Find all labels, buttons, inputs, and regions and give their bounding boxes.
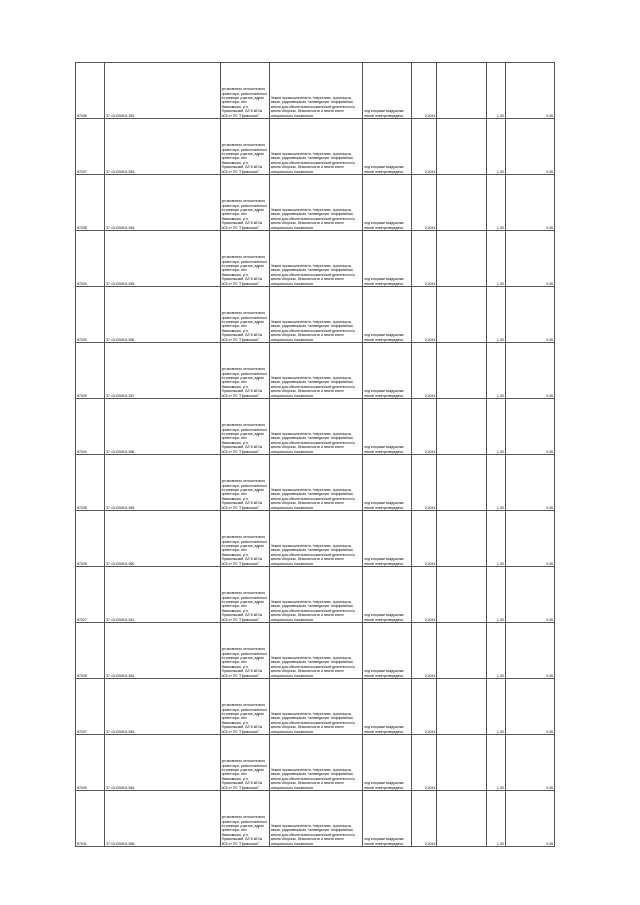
permitted-use-cell [363,623,412,679]
land-category-text: Земли промышленности, энергетики, транспорта, связи, радиовещания, телевидения, информатики, земли для обеспечения космической деятельности, земли обороны, безопасности и земли иного специального назначения [270,263,356,286]
land-category-text: Земли промышленности, энергетики, транспорта, связи, радиовещания, телевидения, информатики, земли для обеспечения космической деятельности, земли обороны, безопасности и земли иного специального назначения [270,655,356,678]
rate-cell [505,623,554,679]
area-value: 0,0014 [424,225,436,230]
empty-cell [437,455,486,511]
row-id: 87035 [77,505,87,510]
cadastral-number-cell [105,63,220,119]
land-category-text: Земли промышленности, энергетики, транспорта, связи, радиовещания, телевидения, информатики, земли для обеспечения космической деятельности, земли обороны, безопасности и земли иного специального назначения [270,95,356,118]
location-cell [220,119,269,175]
area-value: 0,0014 [424,785,436,790]
land-category-text: Земли промышленности, энергетики, транспорта, связи, радиовещания, телевидения, информатики, земли для обеспечения космической деятельности, земли обороны, безопасности и земли иного специального назначения [270,375,356,398]
area-cell [412,791,437,847]
location-cell [220,455,269,511]
permitted-use-cell [363,455,412,511]
empty-cell [437,287,486,343]
coefficient-value: 1,33 [496,281,504,286]
empty-cell [437,119,486,175]
row-id: 87038 [77,225,87,230]
cadastral-number: 37:13:030401:361 [106,617,135,622]
area-cell [412,287,437,343]
area-value: 0,0014 [424,337,436,342]
permitted-use-cell [363,231,412,287]
permitted-use-cell [363,567,412,623]
cadastral-number-cell [105,567,220,623]
table-row [76,231,555,287]
location-cell [220,735,269,791]
permitted-use-text: под опорами воздушных линий электропередачи [364,781,405,790]
location-text: установлено относительно ориентира, расположенного в границах участка, адрес ориентира: обл. Ивановская, р-н Приволжский, ВЛ 6 кВ № 603 от ПС "Приволжск" [221,591,268,622]
cadastral-number: 37:13:030401:360 [106,561,135,566]
empty-cell [437,567,486,623]
coefficient-cell [486,623,505,679]
coefficient-cell [486,679,505,735]
empty-cell [437,511,486,567]
land-category-cell [269,119,362,175]
cadastral-number-cell [105,119,220,175]
location-text: установлено относительно ориентира, расположенного в границах участка, адрес ориентира: обл. Ивановская, р-н Приволжский, ВЛ 6 кВ № 603 от ПС "Приволжск" [221,255,268,286]
table-row [76,791,555,847]
area-value: 0,0014 [424,841,436,846]
row-id-cell [76,511,105,567]
coefficient-cell [486,343,505,399]
table-row [76,735,555,791]
cadastral-number-cell [105,399,220,455]
land-category-cell [269,623,362,679]
coefficient-value: 1,33 [496,505,504,510]
cadastral-number: 37:13:030401:356 [106,337,135,342]
table-row [76,287,555,343]
cadastral-number-cell [105,623,220,679]
rate-value: 0,05 [546,225,553,230]
permitted-use-text: под опорами воздушных линий электропередачи [364,501,405,510]
area-cell [412,231,437,287]
location-text: установлено относительно ориентира, расположенного в границах участка, адрес ориентира: обл. Ивановская, р-н Приволжский, ВЛ 6 кВ № 603 от ПС "Приволжск" [221,367,268,398]
row-id-cell [76,287,105,343]
rate-cell [505,175,554,231]
coefficient-cell [486,119,505,175]
rate-value: 0,05 [546,337,553,342]
row-id-cell [76,343,105,399]
cadastral-number: 37:13:030401:365 [106,841,135,846]
cadastral-number-cell [105,343,220,399]
area-value: 0,0014 [424,393,436,398]
rate-cell [505,287,554,343]
permitted-use-text: под опорами воздушных линий электропередачи [364,613,405,622]
row-id: 87037 [77,169,87,174]
land-category-text: Земли промышленности, энергетики, транспорта, связи, радиовещания, телевидения, информатики, земли для обеспечения космической деятельности, земли обороны, безопасности и земли иного специального назначения [270,543,356,566]
cadastral-number: 37:13:030401:352 [106,113,135,118]
rate-cell [505,231,554,287]
table-body [76,63,555,847]
permitted-use-text: под опорами воздушных линий электропередачи [364,277,405,286]
permitted-use-text: под опорами воздушных линий электропередачи [364,837,405,846]
row-id: 87040 [77,785,87,790]
location-cell [220,567,269,623]
location-text: установлено относительно ориентира, расположенного в границах участка, адрес ориентира: обл. Ивановская, р-н Приволжский, ВЛ 6 кВ № 603 от ПС "Приволжск" [221,479,268,510]
land-category-cell [269,679,362,735]
area-cell [412,175,437,231]
coefficient-value: 1,33 [496,673,504,678]
coefficient-cell [486,287,505,343]
area-cell [412,119,437,175]
cadastral-number-cell [105,287,220,343]
row-id-cell [76,567,105,623]
row-id: 87032 [77,337,87,342]
land-category-text: Земли промышленности, энергетики, транспорта, связи, радиовещания, телевидения, информатики, земли для обеспечения космической деятельности, земли обороны, безопасности и земли иного специального назначения [270,207,356,230]
cadastral-number-cell [105,175,220,231]
rate-cell [505,399,554,455]
row-id: 87029 [77,393,87,398]
coefficient-cell [486,511,505,567]
empty-cell [437,343,486,399]
rate-value: 0,05 [546,393,553,398]
land-category-cell [269,287,362,343]
land-category-cell [269,231,362,287]
area-value: 0,0014 [424,169,436,174]
land-category-text: Земли промышленности, энергетики, транспорта, связи, радиовещания, телевидения, информатики, земли для обеспечения космической деятельности, земли обороны, безопасности и земли иного специального назначения [270,823,356,846]
permitted-use-text: под опорами воздушных линий электропередачи [364,333,405,342]
row-id-cell [76,455,105,511]
location-cell [220,287,269,343]
rate-cell [505,679,554,735]
cadastral-number-cell [105,511,220,567]
land-category-cell [269,343,362,399]
empty-cell [437,231,486,287]
table-row [76,511,555,567]
row-id: 87028 [77,673,87,678]
permitted-use-cell [363,343,412,399]
permitted-use-cell [363,119,412,175]
location-cell [220,511,269,567]
cadastral-number: 37:13:030401:359 [106,505,135,510]
table-row [76,679,555,735]
cadastral-number-cell [105,735,220,791]
permitted-use-text: под опорами воздушных линий электропередачи [364,221,405,230]
row-id-cell [76,399,105,455]
empty-cell [437,735,486,791]
row-id: 87036 [77,113,87,118]
area-cell [412,399,437,455]
permitted-use-text: под опорами воздушных линий электропередачи [364,445,405,454]
empty-cell [437,399,486,455]
row-id-cell [76,231,105,287]
coefficient-value: 1,33 [496,617,504,622]
area-value: 0,0014 [424,505,436,510]
rate-value: 0,05 [546,113,553,118]
permitted-use-cell [363,735,412,791]
cadastral-number-cell [105,231,220,287]
cadastral-number: 37:13:030401:355 [106,281,135,286]
location-text: установлено относительно ориентира, расположенного в границах участка, адрес ориентира: обл. Ивановская, р-н Приволжский, ВЛ 6 кВ № 603 от ПС "Приволжск" [221,535,268,566]
coefficient-cell [486,399,505,455]
cadastral-number: 37:13:030401:353 [106,169,135,174]
empty-cell [437,623,486,679]
permitted-use-cell [363,175,412,231]
cadastral-number: 37:13:030401:362 [106,673,135,678]
rate-value: 0,05 [546,841,553,846]
coefficient-cell [486,63,505,119]
area-value: 0,0014 [424,617,436,622]
area-value: 0,0014 [424,113,436,118]
area-value: 0,0014 [424,561,436,566]
location-text: установлено относительно ориентира, расположенного в границах участка, адрес ориентира: обл. Ивановская, р-н Приволжский, ВЛ 6 кВ № 603 от ПС "Приволжск" [221,703,268,734]
permitted-use-text: под опорами воздушных линий электропередачи [364,109,405,118]
rate-cell [505,791,554,847]
row-id-cell [76,63,105,119]
row-id: 87037 [77,729,87,734]
coefficient-value: 1,33 [496,225,504,230]
location-cell [220,231,269,287]
rate-cell [505,735,554,791]
rate-value: 0,05 [546,169,553,174]
table-row [76,623,555,679]
row-id-cell [76,623,105,679]
land-category-cell [269,455,362,511]
land-category-cell [269,399,362,455]
row-id-cell [76,175,105,231]
land-category-cell [269,175,362,231]
cadastral-number-cell [105,455,220,511]
rate-value: 0,05 [546,561,553,566]
coefficient-cell [486,231,505,287]
location-text: установлено относительно ориентира, расположенного в границах участка, адрес ориентира: обл. Ивановская, р-н Приволжский, ВЛ 6 кВ № 603 от ПС "Приволжск" [221,647,268,678]
table-row [76,567,555,623]
permitted-use-cell [363,287,412,343]
rate-cell [505,567,554,623]
rate-value: 0,05 [546,673,553,678]
land-category-cell [269,735,362,791]
rate-value: 0,05 [546,505,553,510]
cadastral-number: 37:13:030401:364 [106,785,135,790]
permitted-use-cell [363,63,412,119]
cadastral-number: 37:13:030401:358 [106,449,135,454]
coefficient-value: 1,33 [496,337,504,342]
area-value: 0,0014 [424,673,436,678]
coefficient-cell [486,175,505,231]
land-category-cell [269,567,362,623]
permitted-use-cell [363,791,412,847]
location-text: установлено относительно ориентира, расположенного в границах участка, адрес ориентира: обл. Ивановская, р-н Приволжский, ВЛ 6 кВ № 603 от ПС "Приволжск" [221,311,268,342]
empty-cell [437,679,486,735]
area-cell [412,455,437,511]
document-sheet [75,62,555,847]
area-cell [412,623,437,679]
land-category-text: Земли промышленности, энергетики, транспорта, связи, радиовещания, телевидения, информатики, земли для обеспечения космической деятельности, земли обороны, безопасности и земли иного специального назначения [270,431,356,454]
land-plots-table [75,62,555,847]
table-row [76,343,555,399]
location-cell [220,343,269,399]
coefficient-value: 1,33 [496,393,504,398]
permitted-use-text: под опорами воздушных линий электропередачи [364,669,405,678]
coefficient-value: 1,33 [496,169,504,174]
cadastral-number: 37:13:030401:363 [106,729,135,734]
rate-value: 0,05 [546,785,553,790]
land-category-text: Земли промышленности, энергетики, транспорта, связи, радиовещания, телевидения, информатики, земли для обеспечения космической деятельности, земли обороны, безопасности и земли иного специального назначения [270,711,356,734]
rate-value: 0,05 [546,449,553,454]
rate-cell [505,455,554,511]
location-text: установлено относительно ориентира, расположенного в границах участка, адрес ориентира: обл. Ивановская, р-н Приволжский, ВЛ 6 кВ № 603 от ПС "Приволжск" [221,143,268,174]
row-id-cell [76,679,105,735]
cadastral-number-cell [105,679,220,735]
cadastral-number-cell [105,791,220,847]
row-id-cell [76,735,105,791]
row-id-cell [76,791,105,847]
land-category-text: Земли промышленности, энергетики, транспорта, связи, радиовещания, телевидения, информатики, земли для обеспечения космической деятельности, земли обороны, безопасности и земли иного специального назначения [270,319,356,342]
land-category-text: Земли промышленности, энергетики, транспорта, связи, радиовещания, телевидения, информатики, земли для обеспечения космической деятельности, земли обороны, безопасности и земли иного специального назначения [270,487,356,510]
row-id-cell [76,119,105,175]
area-cell [412,567,437,623]
empty-cell [437,63,486,119]
area-cell [412,735,437,791]
location-text: установлено относительно ориентира, расположенного в границах участка, адрес ориентира: обл. Ивановская, р-н Приволжский, ВЛ 6 кВ № 603 от ПС "Приволжск" [221,759,268,790]
area-value: 0,0014 [424,281,436,286]
coefficient-cell [486,735,505,791]
location-cell [220,679,269,735]
location-text: установлено относительно ориентира, расположенного в границах участка, адрес ориентира: обл. Ивановская, р-н Приволжский, ВЛ 6 кВ № 603 от ПС "Приволжск" [221,87,268,118]
row-id: 87027 [77,617,87,622]
land-category-text: Земли промышленности, энергетики, транспорта, связи, радиовещания, телевидения, информатики, земли для обеспечения космической деятельности, земли обороны, безопасности и земли иного специального назначения [270,599,356,622]
permitted-use-text: под опорами воздушных линий электропередачи [364,389,405,398]
coefficient-value: 1,33 [496,449,504,454]
row-id: 87026 [77,561,87,566]
land-category-text: Земли промышленности, энергетики, транспорта, связи, радиовещания, телевидения, информатики, земли для обеспечения космической деятельности, земли обороны, безопасности и земли иного специального назначения [270,767,356,790]
empty-cell [437,175,486,231]
table-row [76,455,555,511]
permitted-use-text: под опорами воздушных линий электропередачи [364,725,405,734]
area-cell [412,343,437,399]
area-cell [412,63,437,119]
coefficient-value: 1,33 [496,785,504,790]
permitted-use-text: под опорами воздушных линий электропередачи [364,165,405,174]
coefficient-value: 1,33 [496,729,504,734]
coefficient-value: 1,33 [496,561,504,566]
location-text: установлено относительно ориентира, расположенного в границах участка, адрес ориентира: обл. Ивановская, р-н Приволжский, ВЛ 6 кВ № 603 от ПС "Приволжск" [221,199,268,230]
table-row [76,63,555,119]
permitted-use-cell [363,399,412,455]
rate-value: 0,05 [546,281,553,286]
permitted-use-cell [363,679,412,735]
permitted-use-cell [363,511,412,567]
rate-cell [505,511,554,567]
location-cell [220,399,269,455]
table-row [76,399,555,455]
location-text: установлено относительно ориентира, расположенного в границах участка, адрес ориентира: обл. Ивановская, р-н Приволжский, ВЛ 6 кВ № 603 от ПС "Приволжск" [221,423,268,454]
coefficient-value: 1,33 [496,841,504,846]
rate-value: 0,05 [546,729,553,734]
location-cell [220,175,269,231]
table-row [76,175,555,231]
rate-cell [505,63,554,119]
coefficient-cell [486,567,505,623]
coefficient-value: 1,33 [496,113,504,118]
area-value: 0,0014 [424,729,436,734]
land-category-cell [269,511,362,567]
land-category-text: Земли промышленности, энергетики, транспорта, связи, радиовещания, телевидения, информатики, земли для обеспечения космической деятельности, земли обороны, безопасности и земли иного специального назначения [270,151,356,174]
rate-value: 0,05 [546,617,553,622]
coefficient-cell [486,455,505,511]
row-id: 87034 [77,449,87,454]
area-cell [412,679,437,735]
rate-cell [505,343,554,399]
row-id: 87024 [77,281,87,286]
permitted-use-text: под опорами воздушных линий электропередачи [364,557,405,566]
location-text: установлено относительно ориентира, расположенного в границах участка, адрес ориентира: обл. Ивановская, р-н Приволжский, ВЛ 6 кВ № 603 от ПС "Приволжск" [221,815,268,846]
area-cell [412,511,437,567]
row-id: 87041 [77,841,87,846]
cadastral-number: 37:13:030401:354 [106,225,135,230]
location-cell [220,791,269,847]
empty-cell [437,791,486,847]
land-category-cell [269,791,362,847]
rate-cell [505,119,554,175]
land-category-cell [269,63,362,119]
area-value: 0,0014 [424,449,436,454]
coefficient-cell [486,791,505,847]
cadastral-number: 37:13:030401:357 [106,393,135,398]
location-cell [220,63,269,119]
location-cell [220,623,269,679]
table-row [76,119,555,175]
